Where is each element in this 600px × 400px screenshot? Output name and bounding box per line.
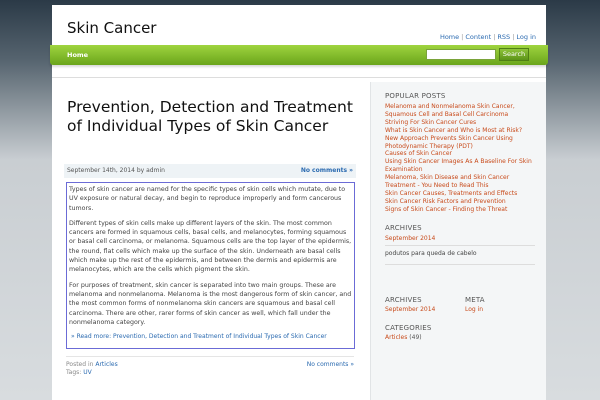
- search-button[interactable]: Search: [499, 48, 529, 61]
- top-links: Home | Content | RSS | Log in: [439, 33, 536, 41]
- meta-title: META: [465, 296, 485, 304]
- archives-widget: [385, 224, 535, 243]
- post-meta-bar: [64, 164, 356, 178]
- top-link-login[interactable]: Log in: [516, 33, 536, 41]
- post-title[interactable]: Prevention, Detection and Treatment of Individual Types of Skin Cancer: [67, 98, 353, 135]
- sidebar: [370, 82, 546, 400]
- meta-widget: [465, 296, 535, 314]
- category-count: (49): [409, 334, 422, 341]
- tags-label: Tags:: [66, 369, 82, 376]
- post-paragraph: Different types of skin cells make up different layers of the skin. The most common cancers are formed in squamous cells, basal cells, and melanocytes, forming squamous or basal cell carcinoma, or melanoma. Squamous cells are the top layer of the epidermis, the round, flat cells which make up the surface of the skin. Underneath are basal cells which make up the rest of the epidermis, and between the dermis and epidermis are melanocytes, which are the cells which pigment the skin.: [69, 219, 352, 274]
- external-link[interactable]: podutos para queda de cabelo: [385, 250, 477, 257]
- search-input[interactable]: [426, 49, 496, 60]
- top-link-rss[interactable]: RSS: [497, 33, 511, 41]
- popular-post-link[interactable]: New Approach Prevents Skin Cancer Using: [385, 134, 513, 142]
- post-paragraph: For purposes of treatment, skin cancer is separated into two main groups. These are melanoma and nonmelanoma. Melanoma is the most dangerous form of skin cancer, and the most common forms of nonmelanoma skin cancers are squamous and basal cell carcinoma. There are other, rarer forms of skin cancer as well, which fall under the nonmelanoma category.: [69, 281, 352, 326]
- sidebar-divider: [385, 264, 535, 265]
- nav-item-home[interactable]: Home: [67, 51, 89, 59]
- archives-title: ARCHIVES: [385, 224, 422, 232]
- post-paragraph: Types of skin cancer are named for the specific types of skin cells which mutate, due to UV exposure or natural decay, and begin to reproduce improperly and form cancerous tumors.: [69, 186, 346, 212]
- popular-post-link[interactable]: Signs of Skin Cancer - Finding the Threat: [385, 205, 508, 213]
- main-area: [52, 77, 546, 400]
- archive-month-link-2[interactable]: September 2014: [385, 306, 436, 313]
- popular-post-link[interactable]: What is Skin Cancer and Who is Most at Risk?: [385, 126, 523, 134]
- categories-widget: [385, 324, 535, 342]
- posted-in-label: Posted in: [66, 361, 94, 368]
- top-link-home[interactable]: Home: [439, 33, 460, 41]
- popular-post-link[interactable]: Using Skin Cancer Images As A Baseline For Skin: [385, 158, 532, 166]
- sidebar-divider: [385, 245, 535, 246]
- archives-widget-2: [385, 296, 455, 314]
- popular-post-link[interactable]: Photodynamic Therapy (PDT): [385, 142, 473, 150]
- content-column: [52, 78, 370, 400]
- post-footer: [66, 356, 354, 377]
- popular-post-link[interactable]: Skin Cancer Causes, Treatments and Effects: [385, 189, 518, 197]
- archive-month-link[interactable]: September 2014: [385, 235, 436, 242]
- popular-post-link[interactable]: Causes of Skin Cancer: [385, 150, 452, 158]
- popular-post-link[interactable]: Treatment - You Need to Read This: [385, 182, 489, 190]
- popular-posts-title: POPULAR POSTS: [385, 92, 446, 100]
- footer-comments-link[interactable]: No comments »: [306, 361, 354, 368]
- top-link-content[interactable]: Content: [465, 33, 492, 41]
- category-link[interactable]: Articles: [95, 361, 118, 368]
- popular-post-link[interactable]: Melanoma, Skin Disease and Skin Cancer: [385, 174, 510, 182]
- archives-title-2: ARCHIVES: [385, 296, 422, 304]
- read-more-link[interactable]: » Read more: Prevention, Detection and Treatment of Individual Types of Skin Cancer: [71, 333, 327, 341]
- popular-post-link[interactable]: Skin Cancer Risk Factors and Prevention: [385, 197, 506, 205]
- category-link[interactable]: Articles: [385, 334, 408, 341]
- popular-post-link[interactable]: Melanoma and Nonmelanoma Skin Cancer,: [385, 103, 515, 110]
- popular-post-link[interactable]: Striving For Skin Cancer Cures: [385, 118, 477, 126]
- tag-link[interactable]: UV: [83, 369, 92, 376]
- popular-post-link[interactable]: Squamous Cell and Basal Cell Carcinoma: [385, 110, 509, 118]
- main-navbar: [50, 45, 548, 65]
- meta-login-link[interactable]: Log in: [465, 306, 484, 313]
- site-title[interactable]: Skin Cancer: [67, 19, 157, 37]
- popular-posts-widget: [385, 92, 535, 214]
- post-date: September 14th, 2014 by admin: [67, 167, 165, 174]
- popular-post-link[interactable]: Examination: [385, 166, 423, 174]
- page-container: [52, 5, 546, 400]
- comments-link[interactable]: No comments »: [300, 167, 353, 174]
- post-body: [66, 182, 355, 349]
- categories-title: CATEGORIES: [385, 324, 432, 332]
